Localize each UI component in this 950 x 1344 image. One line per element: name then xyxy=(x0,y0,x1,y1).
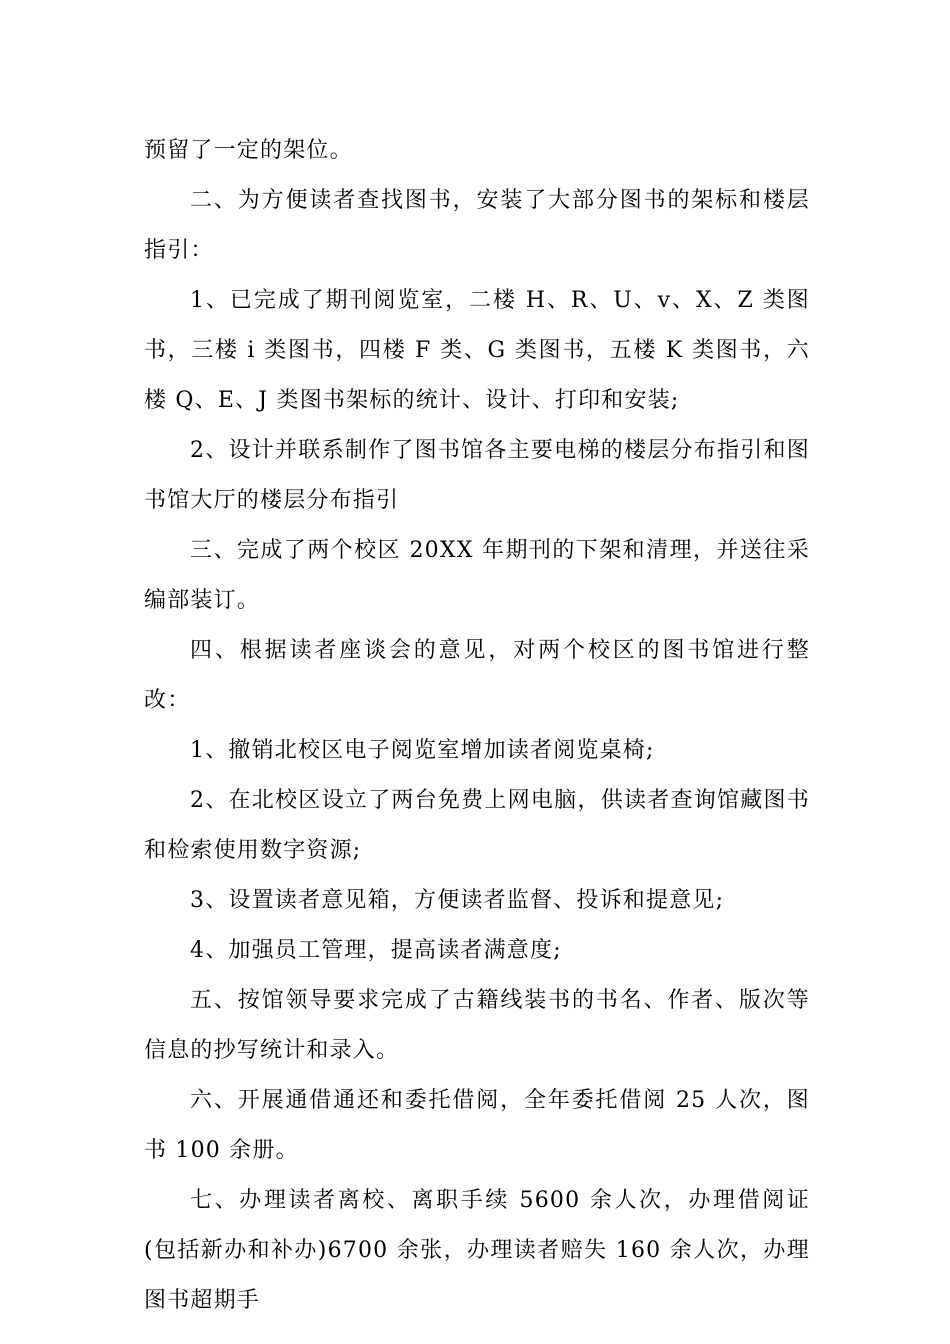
paragraph-section-6: 六、开展通借通还和委托借阅，全年委托借阅 25 人次，图书 100 余册。 xyxy=(144,1088,810,1163)
paragraph-item-4-4: 4、加强员工管理，提高读者满意度; xyxy=(190,938,562,963)
paragraph-section-5: 五、按馆领导要求完成了古籍线装书的书名、作者、版次等信息的抄写统计和录入。 xyxy=(144,988,810,1063)
paragraph-continuation: 预留了一定的架位。 xyxy=(144,138,353,163)
paragraph-item-4-2: 2、在北校区设立了两台免费上网电脑，供读者查询馆藏图书和检索使用数字资源; xyxy=(144,788,810,863)
paragraph-section-3: 三、完成了两个校区 20XX 年期刊的下架和清理，并送往采编部装订。 xyxy=(144,538,810,613)
paragraph-item-2-1: 1、已完成了期刊阅览室，二楼 H、R、U、v、X、Z 类图书，三楼 i 类图书，四楼 F 类、G 类图书，五楼 K 类图书，六楼 Q、E、J 类图书架标的统计、设计、打印和安装; xyxy=(144,288,810,413)
paragraph-section-4: 四、根据读者座谈会的意见，对两个校区的图书馆进行整改： xyxy=(144,638,810,713)
paragraph-section-2: 二、为方便读者查找图书，安装了大部分图书的架标和楼层指引： xyxy=(144,188,810,263)
paragraph-item-4-1: 1、撤销北校区电子阅览室增加读者阅览桌椅; xyxy=(190,738,655,763)
paragraph-item-2-2: 2、设计并联系制作了图书馆各主要电梯的楼层分布指引和图书馆大厅的楼层分布指引 xyxy=(144,438,810,513)
document-body xyxy=(144,126,810,1326)
paragraph-section-7: 七、办理读者离校、离职手续 5600 余人次，办理借阅证(包括新办和补办)6700 余张，办理读者赔失 160 余人次，办理图书超期手 xyxy=(144,1188,810,1313)
paragraph-item-4-3: 3、设置读者意见箱，方便读者监督、投诉和提意见; xyxy=(190,888,725,913)
